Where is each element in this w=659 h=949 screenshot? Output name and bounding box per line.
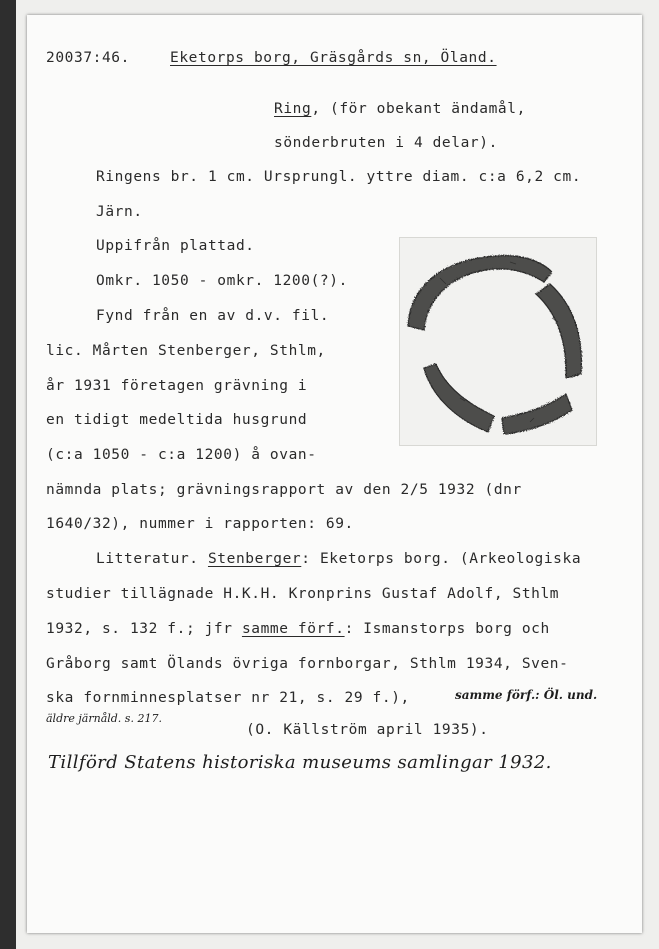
body-line: Omkr. 1050 - omkr. 1200(?). bbox=[96, 273, 348, 289]
literature-line-1 bbox=[96, 550, 581, 568]
signature: (O. Källström april 1935). bbox=[246, 722, 489, 738]
body-line: en tidigt medeltida husgrund bbox=[46, 412, 308, 428]
literature-prefix: 1932, s. 132 f.; jfr bbox=[46, 621, 242, 637]
handwritten-note: Tillförd Statens historiska museums samlingar 1932. bbox=[48, 752, 552, 773]
literature-author: Stenberger bbox=[207, 551, 302, 567]
body-line: år 1931 företagen grävning i bbox=[46, 378, 308, 394]
literature-line-4: Gråborg samt Ölands övriga fornborgar, Sthlm 1934, Sven- bbox=[46, 656, 569, 672]
site-title: Eketorps borg, Gräsgårds sn, Öland. bbox=[170, 50, 497, 66]
catalog-card bbox=[27, 15, 642, 933]
object-desc-2: sönderbruten i 4 delar). bbox=[274, 135, 498, 151]
body-line: Fynd från en av d.v. fil. bbox=[96, 308, 330, 324]
ring-fragment-right bbox=[536, 284, 581, 378]
object-title bbox=[274, 100, 526, 118]
object-desc-1: , (för obekant ändamål, bbox=[311, 101, 526, 117]
handwritten-addition-1: samme förf.: Öl. und. bbox=[455, 688, 598, 702]
object-name: Ring bbox=[274, 101, 312, 117]
literature-ref: samme förf. bbox=[241, 621, 345, 637]
ring-photo-image bbox=[400, 238, 596, 445]
literature-label: Litteratur. bbox=[96, 551, 208, 567]
ring-fragment-bottom-right bbox=[502, 394, 572, 434]
literature-line-2: studier tillägnade H.K.H. Kronprins Gustaf Adolf, Sthlm bbox=[46, 586, 560, 602]
body-line: Järn. bbox=[96, 204, 143, 220]
body-line: Uppifrån plattad. bbox=[96, 238, 255, 254]
handwritten-addition-2: äldre järnåld. s. 217. bbox=[46, 712, 162, 725]
ring-fragment-bottom-left bbox=[424, 364, 494, 432]
body-line: nämnda plats; grävningsrapport av den 2/5 1932 (dnr bbox=[46, 482, 522, 498]
catalog-number: 20037:46. bbox=[46, 50, 130, 66]
ring-photo bbox=[399, 237, 597, 446]
body-line: (c:a 1050 - c:a 1200) å ovan- bbox=[46, 447, 317, 463]
literature-line-5: ska fornminnesplatser nr 21, s. 29 f.), bbox=[46, 690, 410, 706]
literature-rest: : Ismanstorps borg och bbox=[344, 621, 550, 637]
literature-title: : Eketorps borg. (Arkeologiska bbox=[301, 551, 582, 567]
ring-fragment-top bbox=[408, 256, 552, 330]
body-line: 1640/32), nummer i rapporten: 69. bbox=[46, 516, 354, 532]
literature-line-3 bbox=[46, 620, 550, 638]
body-line: lic. Mårten Stenberger, Sthlm, bbox=[46, 343, 326, 359]
body-line: Ringens br. 1 cm. Ursprungl. yttre diam. c:a 6,2 cm. bbox=[96, 169, 582, 185]
